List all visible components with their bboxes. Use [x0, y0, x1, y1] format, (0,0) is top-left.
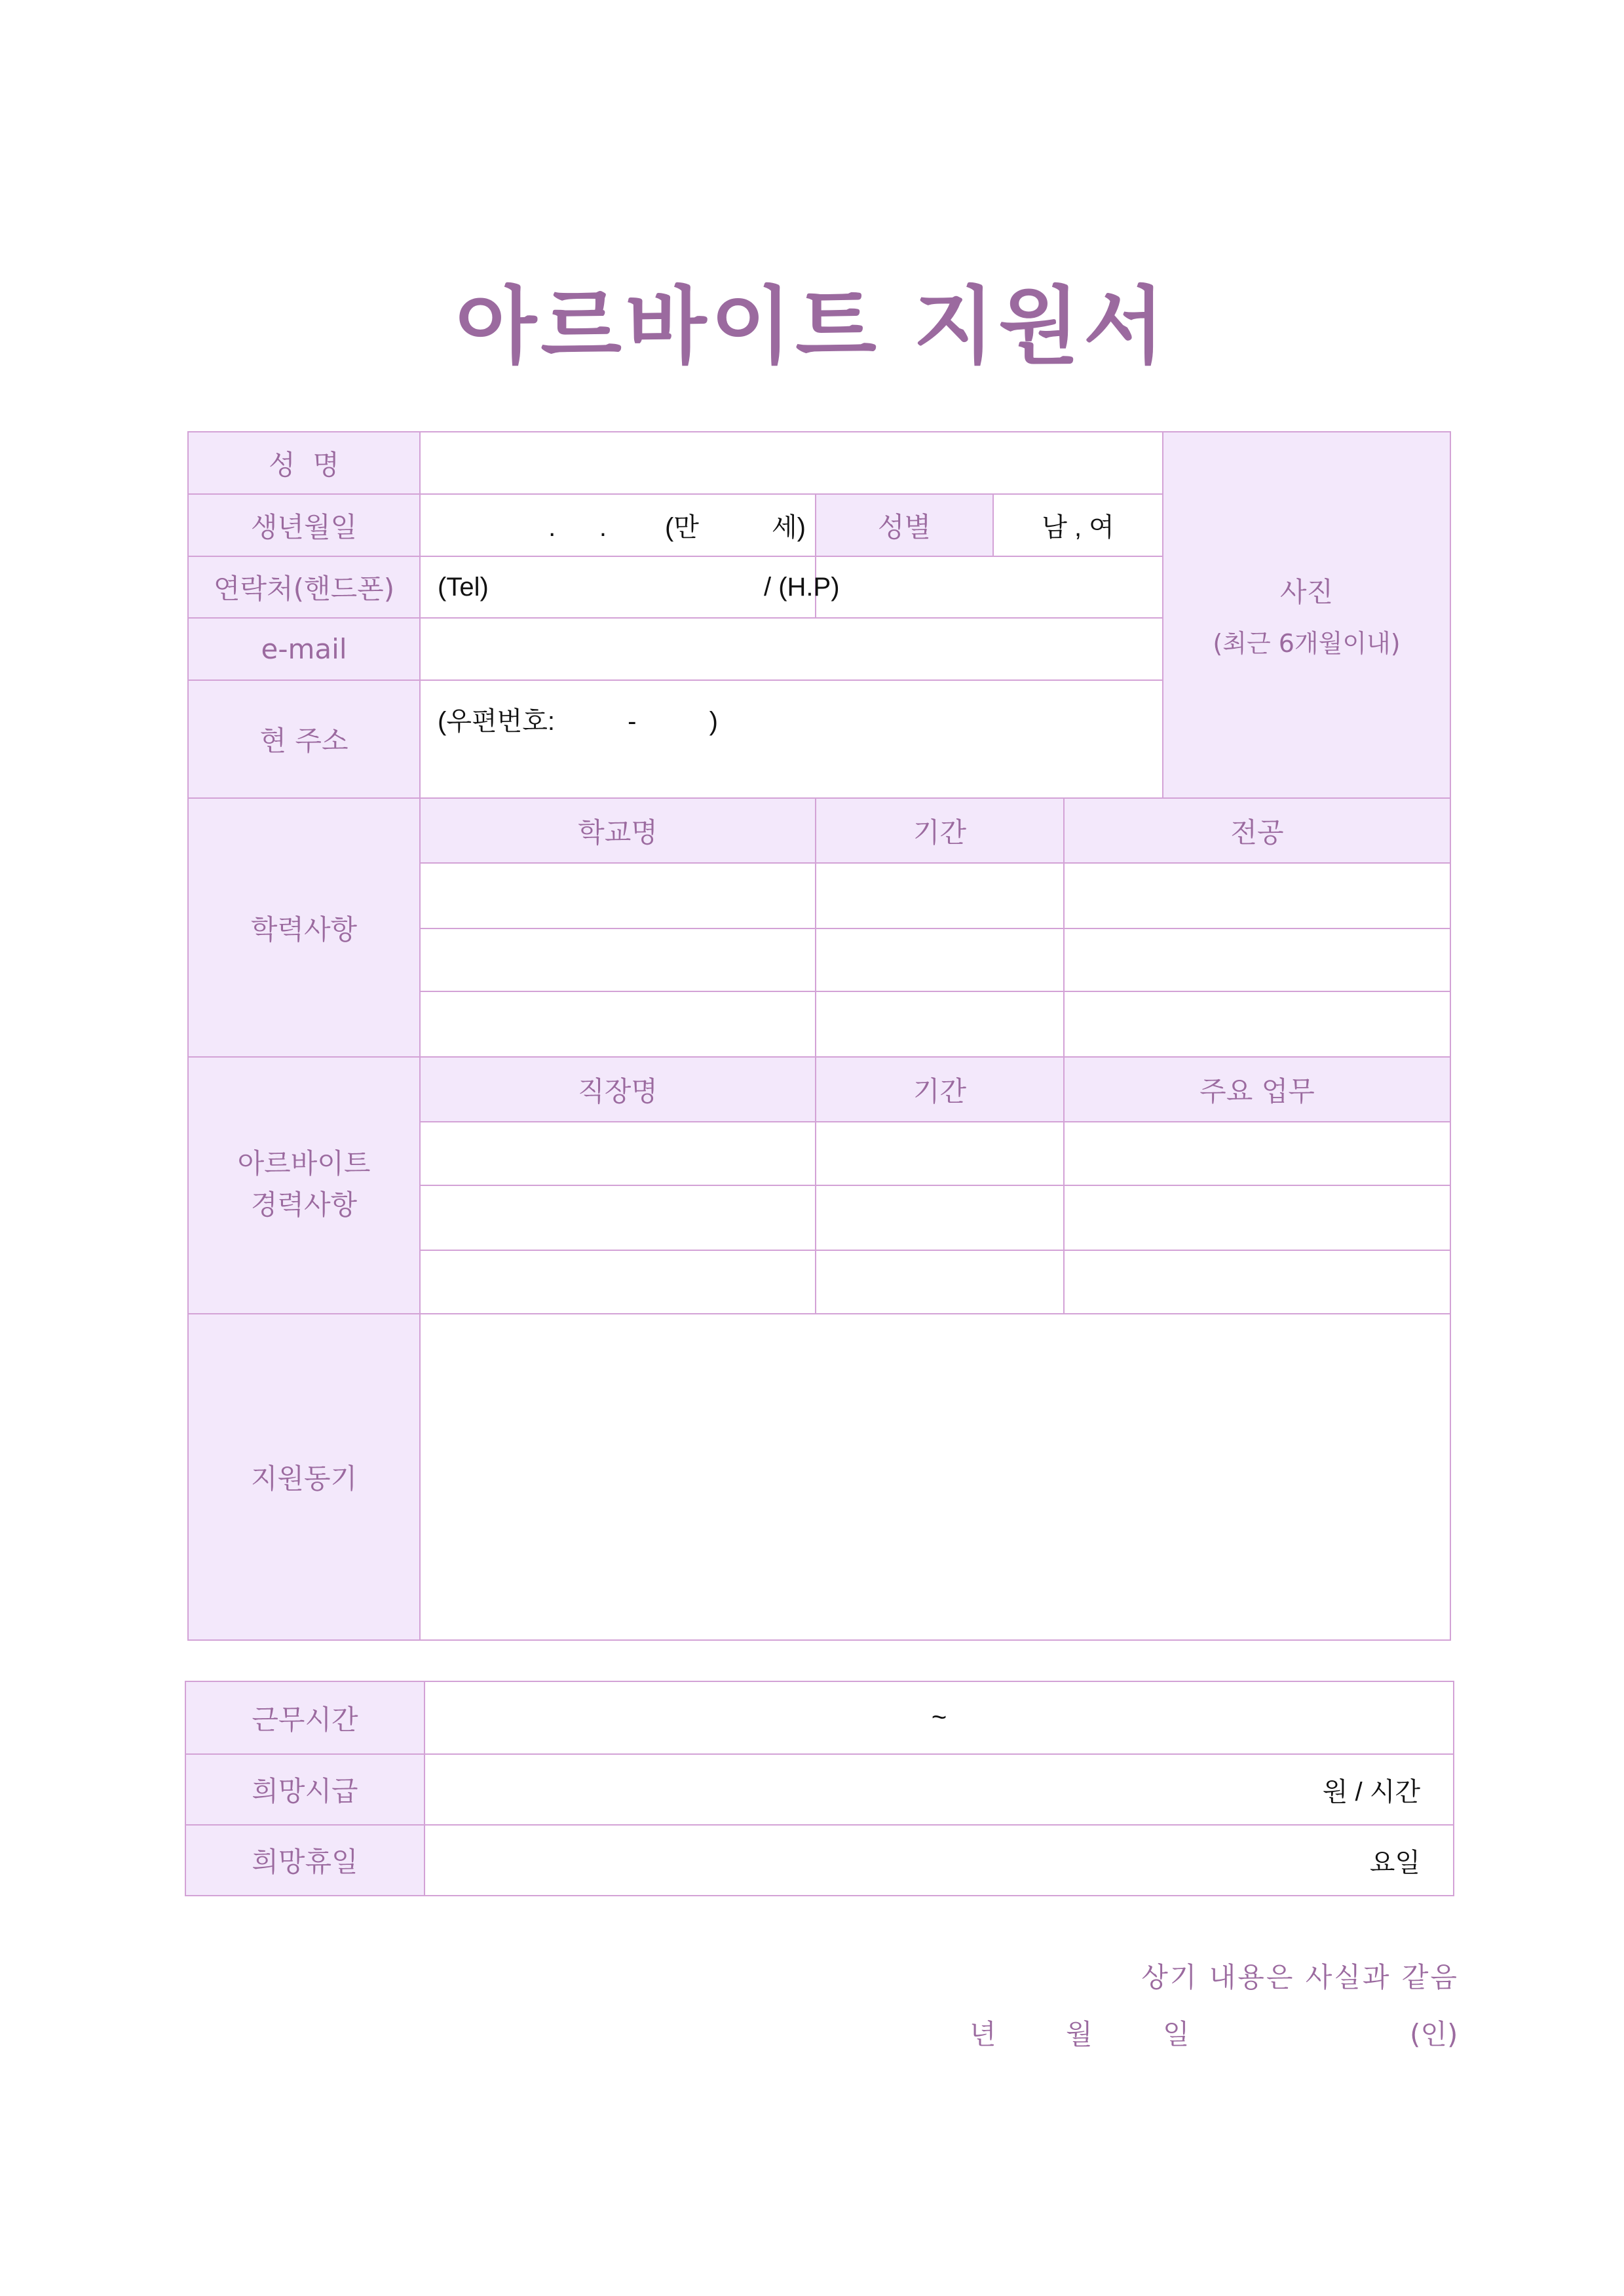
career-label-line1: 아르바이트 — [237, 1147, 371, 1179]
career-header-period: 기간 — [816, 1057, 1064, 1122]
motive-field[interactable] — [420, 1314, 1450, 1640]
education-cell[interactable] — [816, 991, 1064, 1057]
education-cell[interactable] — [420, 991, 816, 1057]
wage-field[interactable]: 원 / 시간 — [425, 1754, 1454, 1825]
education-header-major: 전공 — [1064, 798, 1450, 863]
work-conditions-table — [185, 1681, 1454, 1896]
education-cell[interactable] — [1064, 991, 1450, 1057]
name-field[interactable] — [420, 432, 1163, 494]
birth-label: 생년월일 — [188, 494, 420, 556]
photo-label: 사진 — [1279, 576, 1334, 608]
career-cell[interactable] — [1064, 1250, 1450, 1314]
motive-label: 지원동기 — [188, 1314, 420, 1640]
name-label: 성 명 — [188, 432, 420, 494]
career-header-duties: 주요 업무 — [1064, 1057, 1450, 1122]
career-cell[interactable] — [1064, 1122, 1450, 1185]
career-cell[interactable] — [816, 1250, 1064, 1314]
wage-label: 희망시급 — [185, 1754, 425, 1825]
career-header-workplace: 직장명 — [420, 1057, 816, 1122]
email-label: e-mail — [188, 618, 420, 680]
tel-field[interactable]: (Tel) — [420, 556, 816, 618]
career-cell[interactable] — [1064, 1185, 1450, 1250]
education-cell[interactable] — [816, 863, 1064, 928]
hours-field[interactable]: ~ — [425, 1681, 1454, 1754]
signature-month: 월 — [1066, 2018, 1093, 2050]
education-cell[interactable] — [420, 863, 816, 928]
career-cell[interactable] — [816, 1122, 1064, 1185]
signature-year: 년 — [970, 2018, 996, 2050]
email-field[interactable] — [420, 618, 1163, 680]
photo-box[interactable] — [1163, 432, 1450, 798]
education-cell[interactable] — [1064, 928, 1450, 991]
career-cell[interactable] — [420, 1250, 816, 1314]
page-title: 아르바이트 지원서 — [455, 278, 1169, 375]
signature-statement: 상기 내용은 사실과 같음 — [1141, 1961, 1459, 1993]
career-cell[interactable] — [420, 1185, 816, 1250]
education-header-period: 기간 — [816, 798, 1064, 863]
gender-label: 성별 — [816, 494, 993, 556]
career-cell[interactable] — [420, 1122, 816, 1185]
education-cell[interactable] — [816, 928, 1064, 991]
career-label-line2: 경력사항 — [250, 1189, 358, 1221]
education-cell[interactable] — [1064, 863, 1450, 928]
dayoff-label: 희망휴일 — [185, 1825, 425, 1896]
signature-seal[interactable]: (인) — [1410, 2018, 1458, 2050]
applicant-info-table — [187, 431, 1451, 1641]
education-cell[interactable] — [420, 928, 816, 991]
education-label: 학력사항 — [188, 798, 420, 1057]
birth-field[interactable]: . . (만 세) — [420, 494, 816, 556]
contact-label: 연락처(핸드폰) — [188, 556, 420, 618]
address-label: 현 주소 — [188, 680, 420, 798]
photo-note: (최근 6개월이내) — [1213, 629, 1401, 658]
hp-field[interactable]: / (H.P) — [816, 556, 1163, 618]
education-header-school: 학교명 — [420, 798, 816, 863]
dayoff-field[interactable]: 요일 — [425, 1825, 1454, 1896]
address-field[interactable]: (우편번호: - ) — [420, 680, 1163, 798]
gender-field[interactable]: 남 , 여 — [993, 494, 1163, 556]
career-label — [188, 1057, 420, 1314]
signature-day: 일 — [1163, 2018, 1190, 2050]
career-cell[interactable] — [816, 1185, 1064, 1250]
hours-label: 근무시간 — [185, 1681, 425, 1754]
